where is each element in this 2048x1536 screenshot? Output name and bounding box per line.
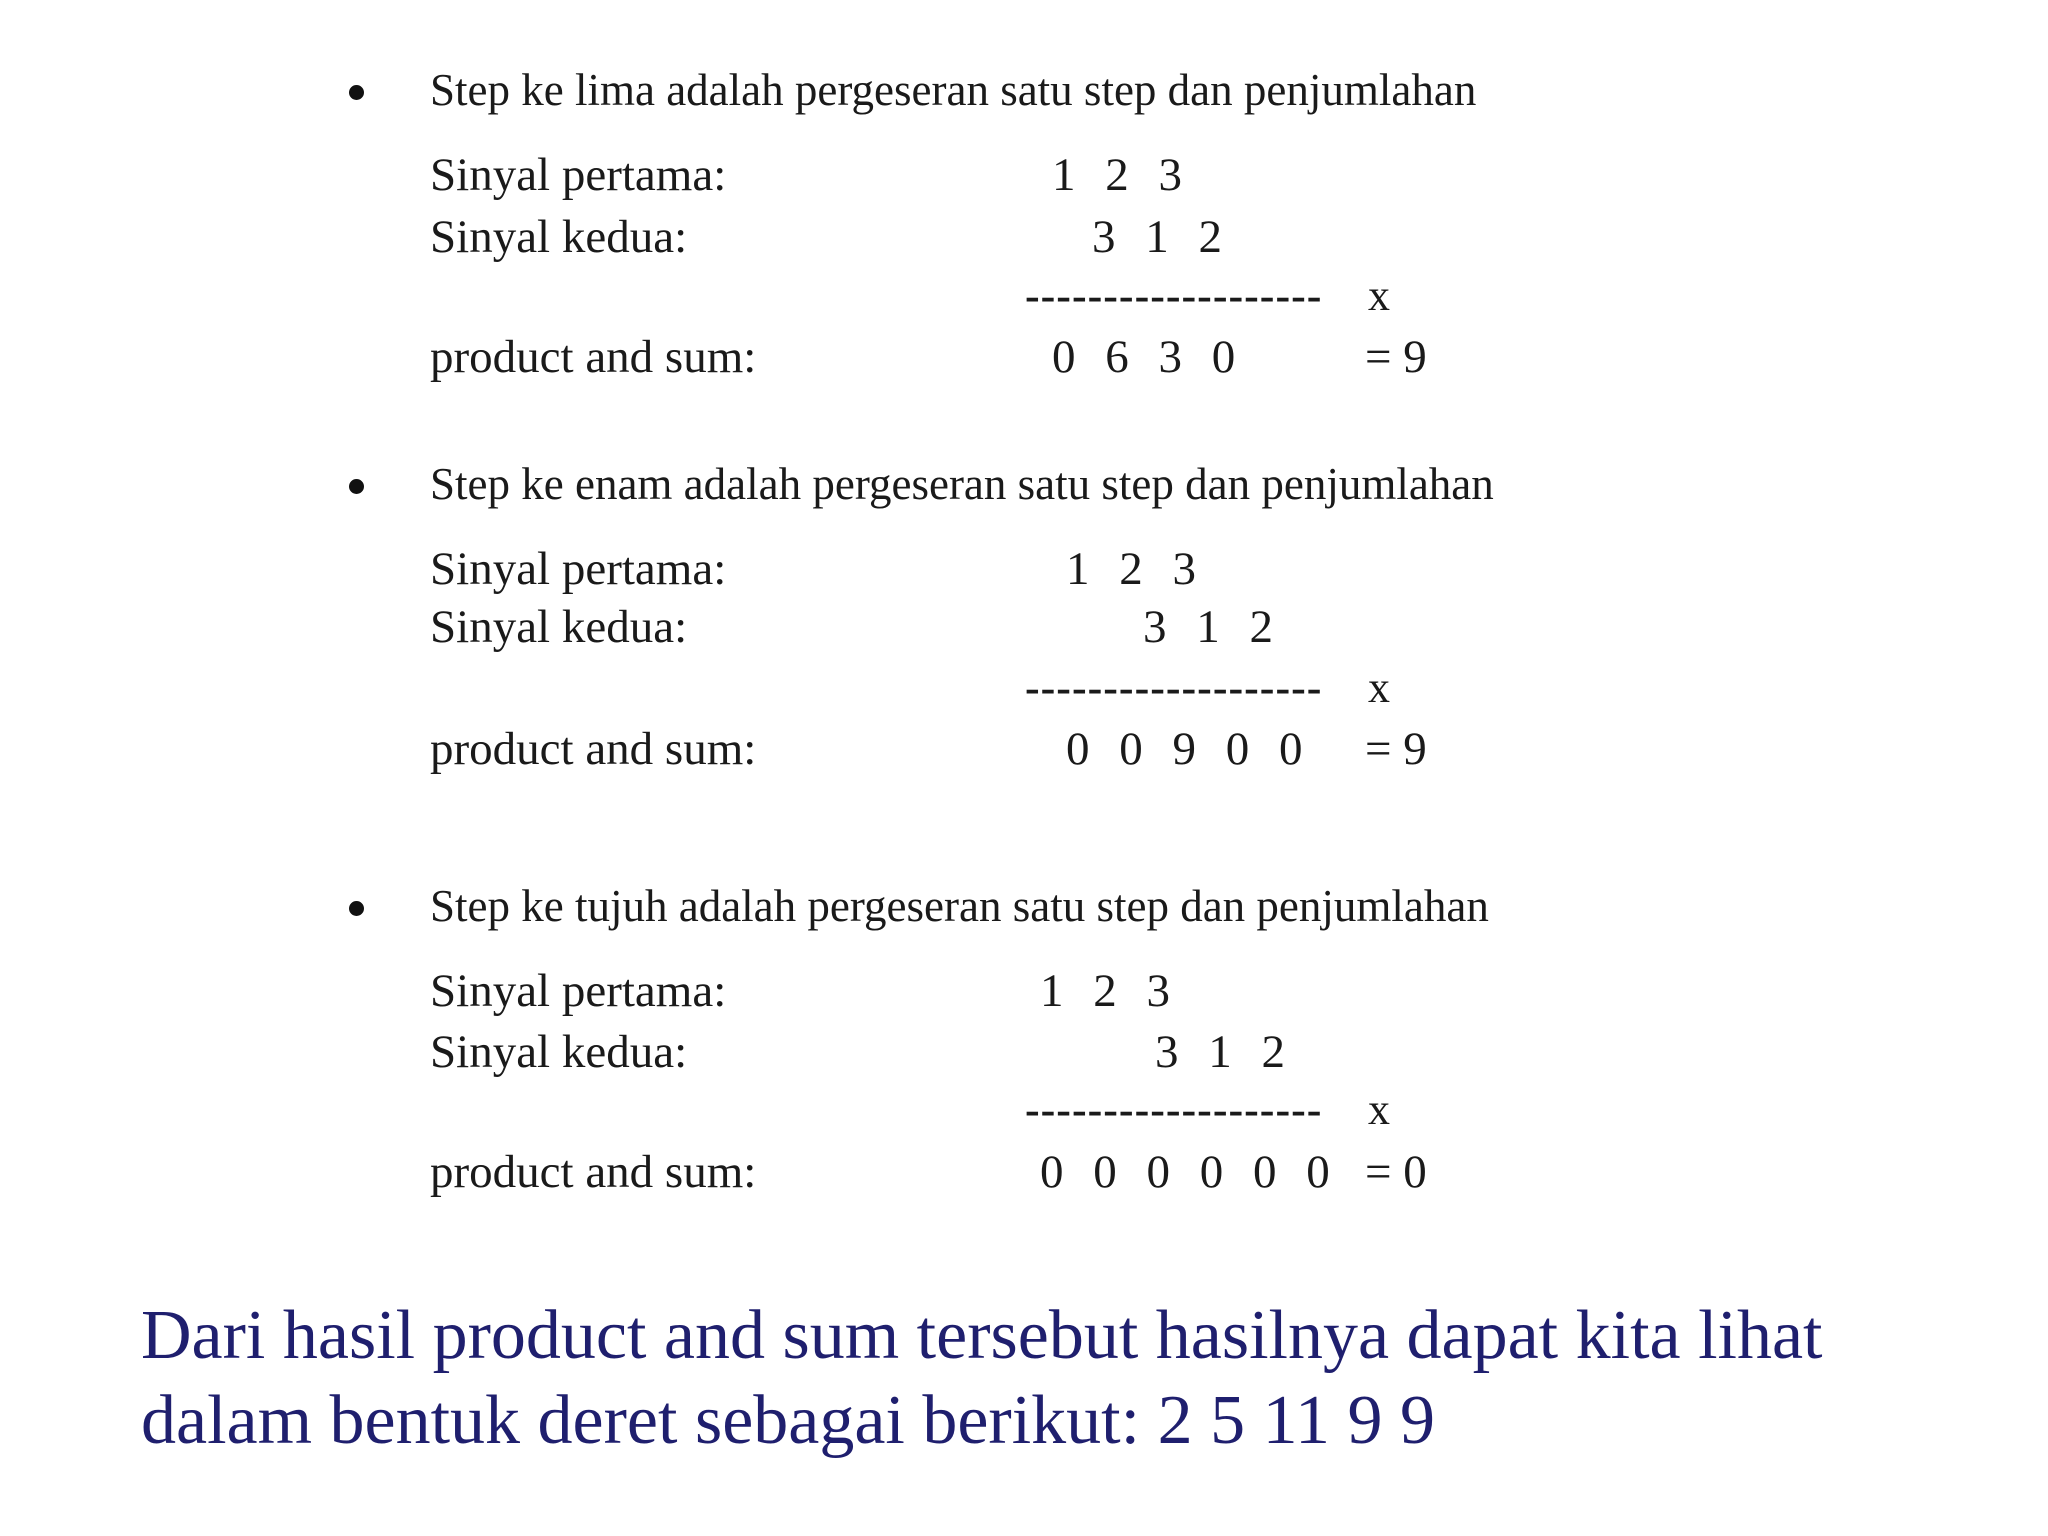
result-sum: = 0	[1365, 1146, 1427, 1198]
first-signal-label: Sinyal pertama:	[430, 543, 727, 595]
first-signal-value: 1 2 3	[1040, 965, 1179, 1017]
result-label: product and sum:	[430, 723, 757, 775]
step-heading: Step ke tujuh adalah pergeseran satu step dan penjumlahan	[430, 881, 1489, 931]
result-value: 0 6 3 0	[1052, 331, 1245, 383]
conclusion-text: Dari hasil product and sum tersebut hasilnya dapat kita lihat dalam bentuk deret sebagai berikut: 2 5 11 9 9	[141, 1297, 1823, 1459]
second-signal-label: Sinyal kedua:	[430, 1026, 688, 1078]
bullet-icon	[349, 479, 364, 494]
step-heading: Step ke enam adalah pergeseran satu step dan penjumlahan	[430, 459, 1494, 509]
multiply-operator: x	[1368, 663, 1390, 712]
multiply-separator: -------------------	[1025, 271, 1323, 320]
result-label: product and sum:	[430, 331, 757, 383]
step-heading: Step ke lima adalah pergeseran satu step dan penjumlahan	[430, 65, 1477, 115]
first-signal-label: Sinyal pertama:	[430, 149, 727, 201]
first-signal-value: 1 2 3	[1066, 543, 1205, 595]
multiply-separator: -------------------	[1025, 1085, 1323, 1134]
first-signal-label: Sinyal pertama:	[430, 965, 727, 1017]
bullet-icon	[349, 901, 364, 916]
second-signal-label: Sinyal kedua:	[430, 211, 688, 263]
result-sum: = 9	[1365, 723, 1427, 775]
result-value: 0 0 9 0 0	[1066, 723, 1312, 775]
result-sum: = 9	[1365, 331, 1427, 383]
result-label: product and sum:	[430, 1146, 757, 1198]
second-signal-value: 3 1 2	[1155, 1026, 1294, 1078]
bullet-icon	[349, 85, 364, 100]
multiply-operator: x	[1368, 271, 1390, 320]
second-signal-value: 3 1 2	[1092, 211, 1231, 263]
second-signal-value: 3 1 2	[1143, 601, 1282, 653]
result-value: 0 0 0 0 0 0	[1040, 1146, 1339, 1198]
multiply-separator: -------------------	[1025, 663, 1323, 712]
second-signal-label: Sinyal kedua:	[430, 601, 688, 653]
multiply-operator: x	[1368, 1085, 1390, 1134]
first-signal-value: 1 2 3	[1052, 149, 1191, 201]
